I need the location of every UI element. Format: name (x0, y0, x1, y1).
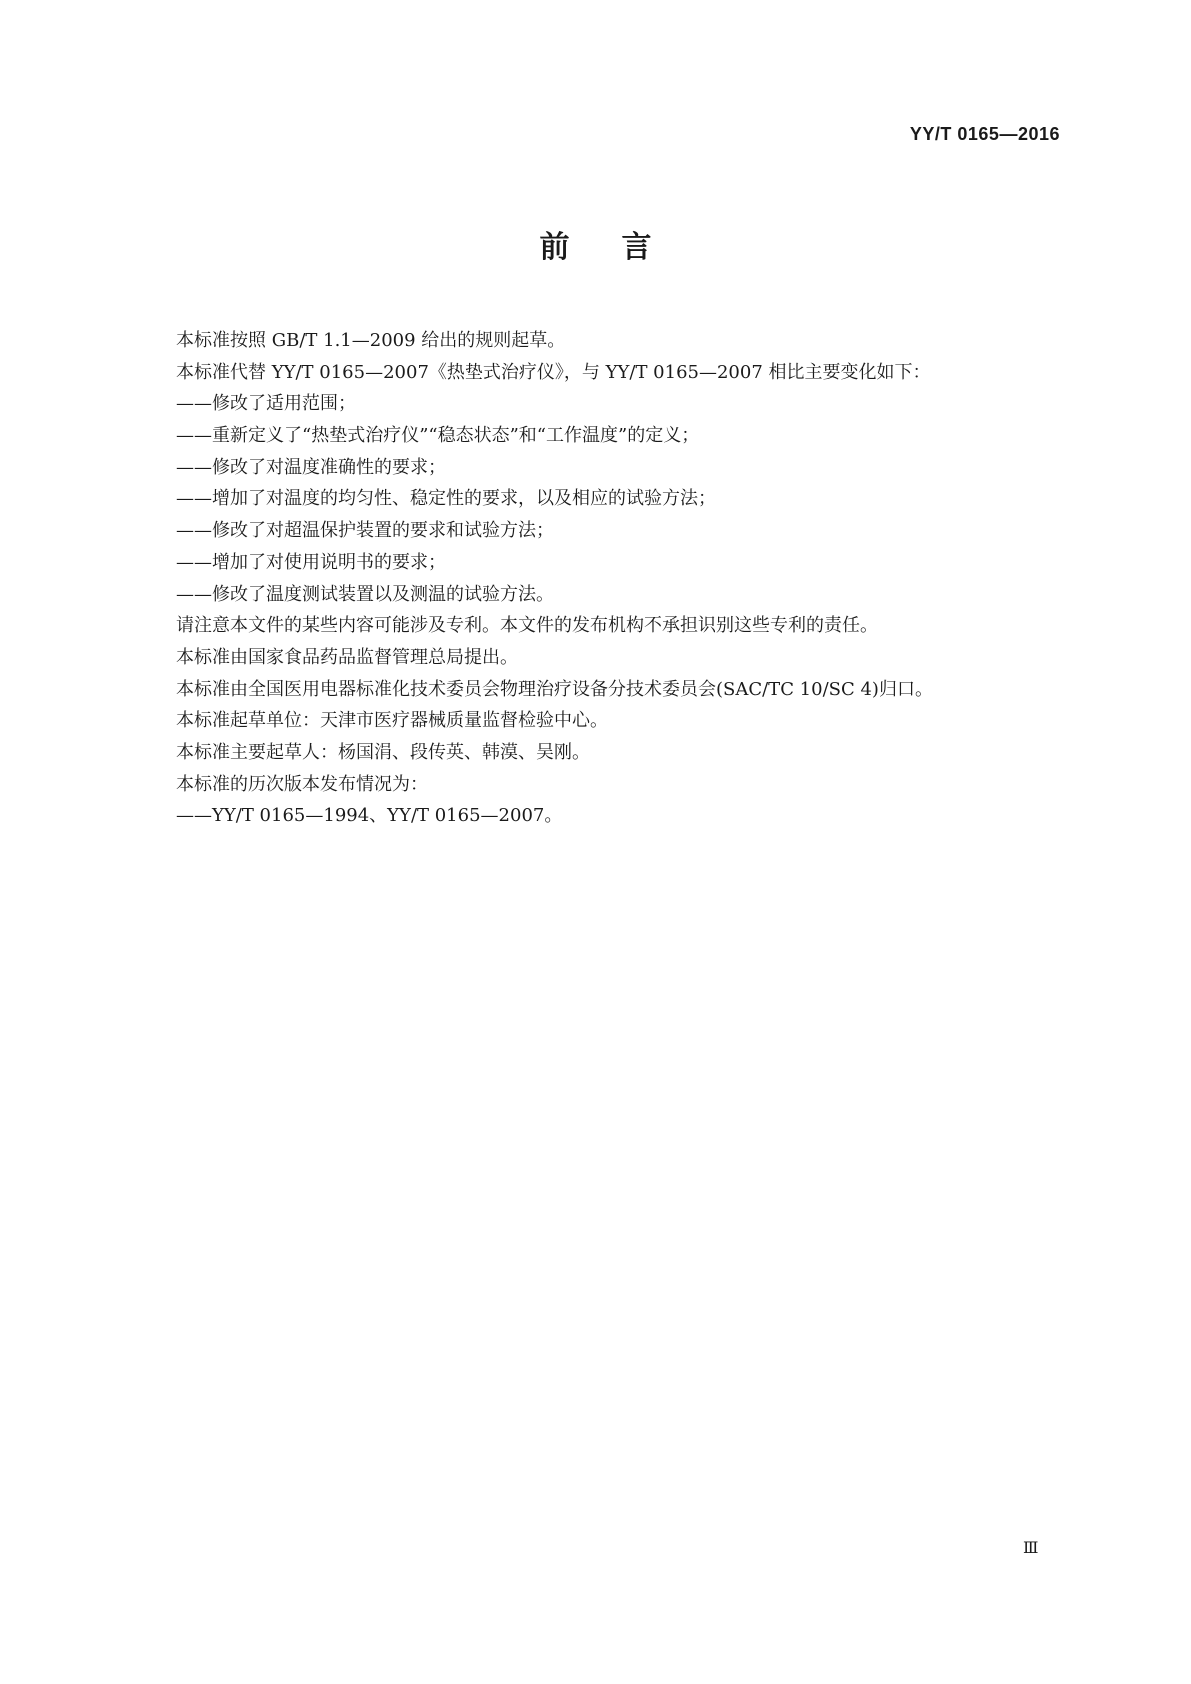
paragraph-patent-notice: 请注意本文件的某些内容可能涉及专利。本文件的发布机构不承担识别这些专利的责任。 (176, 615, 878, 637)
list-item-change: ——修改了对超温保护装置的要求和试验方法； (176, 520, 554, 542)
paragraph-drafting-rules: 本标准按照 GB/T 1.1—2009 给出的规则起草。 (176, 330, 566, 351)
list-item-history: ——YY/T 0165—1994、YY/T 0165—2007。 (176, 805, 563, 827)
paragraph-replaces: 本标准代替 YY/T 0165—2007《热垫式治疗仪》，与 YY/T 0165—2007 相比主要变化如下： (176, 361, 931, 383)
standard-code: YY/T 0165—2016 (909, 124, 1060, 144)
foreword-body (176, 325, 1056, 832)
paragraph-history-intro: 本标准的历次版本发布情况为： (176, 773, 428, 795)
paragraph-drafters: 本标准主要起草人：杨国涓、段传英、韩漠、吴刚。 (176, 741, 590, 763)
page-title: 前言 (539, 230, 704, 265)
list-item-change: ——修改了适用范围； (176, 393, 356, 415)
list-item-change: ——增加了对温度的均匀性、稳定性的要求，以及相应的试验方法； (176, 488, 716, 510)
paragraph-drafting-unit: 本标准起草单位：天津市医疗器械质量监督检验中心。 (176, 710, 608, 732)
paragraph-proposed-by: 本标准由国家食品药品监督管理总局提出。 (176, 646, 518, 668)
paragraph-governed-by: 本标准由全国医用电器标准化技术委员会物理治疗设备分技术委员会(SAC/TC 10/SC 4)归口。 (176, 678, 933, 700)
list-item-change: ——修改了温度测试装置以及测温的试验方法。 (176, 583, 554, 605)
page-number: Ⅲ (1023, 1538, 1039, 1557)
list-item-change: ——重新定义了“热垫式治疗仪”“稳态状态”和“工作温度”的定义； (176, 425, 700, 447)
list-item-change: ——增加了对使用说明书的要求； (176, 551, 446, 573)
list-item-change: ——修改了对温度准确性的要求； (176, 456, 446, 478)
